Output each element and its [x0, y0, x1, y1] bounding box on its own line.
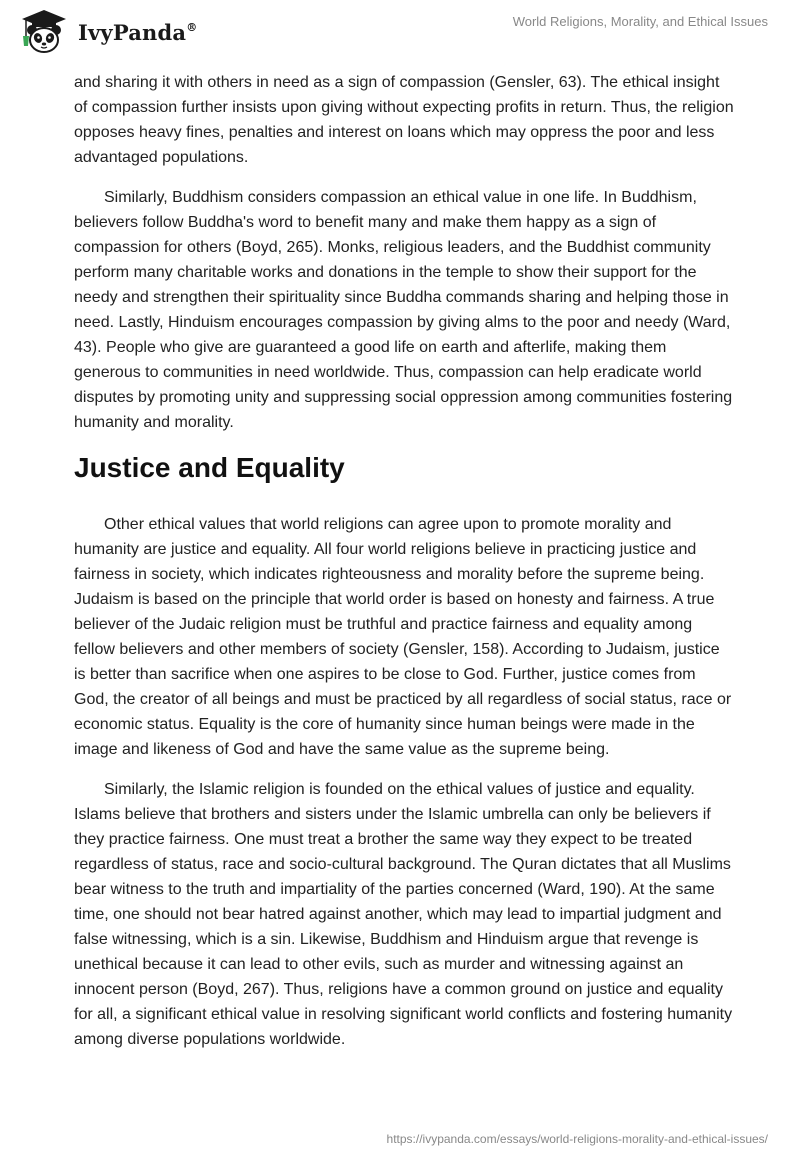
- paragraph: Similarly, Buddhism considers compassion an ethical value in one life. In Buddhism, believers follow Buddha's word to benefit many and make them happy as a sign of compassion for others (Boyd, 265). Monks, religious leaders, and the Buddhist community perform many charitable works and donations in the temple to show their support for the needy and strengthen their spirituality since Buddha commands sharing and helping those in need. Lastly, Hinduism encourages compassion by giving alms to the poor and needy (Ward, 43). People who give are guaranteed a good life on earth and afterlife, making them generous to communities in need worldwide. Thus, compassion can help eradicate world disputes by promoting unity and suppressing social oppression among communities fostering humanity and morality.: [74, 189, 733, 431]
- paragraph: Other ethical values that world religions can agree upon to promote morality and humanity are justice and equality. All four world religions believe in practicing justice and fairness in society, which indicates righteousness and morality before the supreme being. Judaism is based on the principle that world order is based on honesty and fairness. A true believer of the Judaic religion must be truthful and practice fairness and equality among fellow believers and other members of society (Gensler, 158). According to Judaism, justice is better than sacrifice when one aspires to be close to God. Further, justice comes from God, the creator of all beings and must be practiced by all regardless of social status, race or economic status. Equality is the core of humanity since human beings were made in the image and likeness of God and have the same value as the supreme being.: [74, 516, 732, 758]
- page-header: [0, 0, 800, 70]
- ivypanda-logo[interactable]: [16, 8, 197, 56]
- logo-text: IvyPanda®: [78, 19, 198, 45]
- essay-content: [74, 70, 734, 1067]
- document-title: World Religions, Morality, and Ethical Issues: [512, 14, 768, 29]
- panda-graduation-cap-icon: [16, 8, 72, 56]
- paragraph: and sharing it with others in need as a sign of compassion (Gensler, 63). The ethical insight of compassion further insists upon giving without expecting profits in return. Thus, the religion opposes heavy fines, penalties and interest on loans which may oppress the poor and less advantaged populations.: [74, 74, 734, 166]
- paragraph: Similarly, the Islamic religion is founded on the ethical values of justice and equality. Islams believe that brothers and sisters under the Islamic umbrella can only be believers if they practice fairness. One must treat a brother the same way they expect to be treated regardless of status, race and socio-cultural background. The Quran dictates that all Muslims bear witness to the truth and impartiality of the parties concerned (Ward, 190). At the same time, one should not bear hatred against another, which may lead to impartial judgment and false witnessing, which is a sin. Likewise, Buddhism and Hinduism argue that revenge is unethical because it can lead to other evils, such as murder and witnessing against an innocent person (Boyd, 267). Thus, religions have a common ground on justice and equality for all, a significant ethical value in resolving significant world conflicts and fostering humanity among diverse populations worldwide.: [74, 781, 733, 1048]
- source-url[interactable]: https://ivypanda.com/essays/world-religions-morality-and-ethical-issues/: [386, 1132, 768, 1146]
- section-heading: Justice and Equality: [74, 452, 345, 483]
